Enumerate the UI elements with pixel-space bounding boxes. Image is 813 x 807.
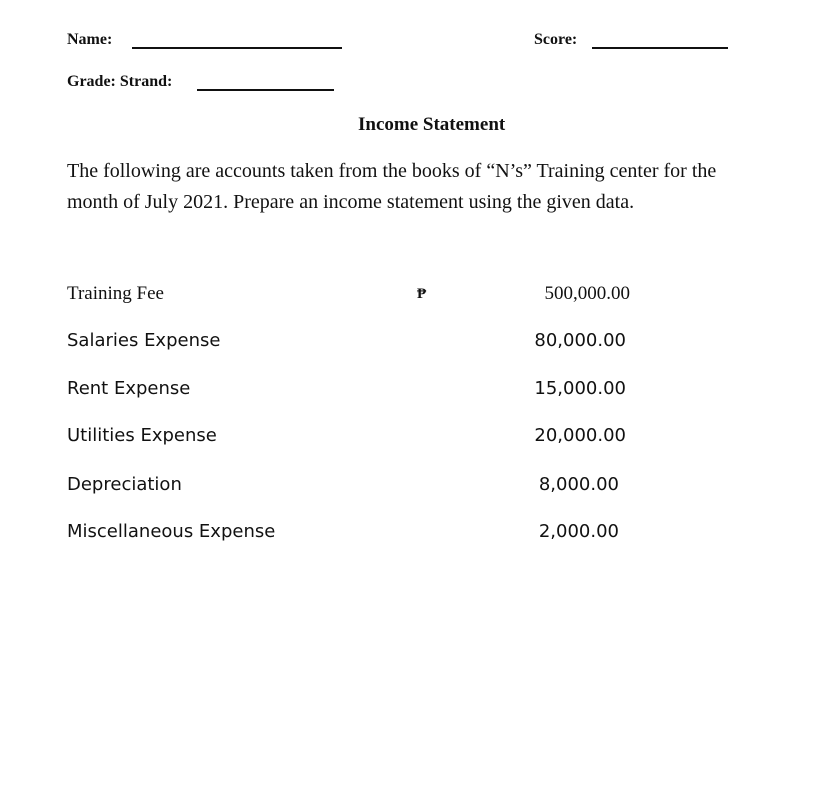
score-label: Score: bbox=[534, 31, 578, 48]
document-title: Income Statement bbox=[358, 114, 506, 135]
account-amount: 500,000.00 bbox=[544, 283, 630, 304]
account-label: Salaries Expense bbox=[67, 330, 221, 351]
account-amount: 15,000.00 bbox=[534, 378, 626, 399]
grade-strand-blank[interactable] bbox=[197, 89, 334, 91]
account-label: Rent Expense bbox=[67, 378, 191, 399]
peso-sign: ₱ bbox=[417, 286, 427, 302]
account-label: Utilities Expense bbox=[67, 425, 217, 446]
account-label: Miscellaneous Expense bbox=[67, 521, 276, 542]
account-amount: 20,000.00 bbox=[534, 425, 626, 446]
intro-paragraph bbox=[67, 156, 807, 218]
account-amount: 2,000.00 bbox=[538, 521, 619, 542]
account-amount: 80,000.00 bbox=[534, 330, 626, 351]
account-amount: 8,000.00 bbox=[538, 474, 619, 495]
intro-line-1: The following are accounts taken from the books of “N’s” Training center for the bbox=[67, 160, 717, 182]
account-label: Training Fee bbox=[67, 283, 164, 304]
score-blank[interactable] bbox=[592, 47, 728, 49]
intro-line-2: month of July 2021. Prepare an income statement using the given data. bbox=[67, 191, 635, 213]
account-label: Depreciation bbox=[67, 474, 182, 495]
grade-strand-label: Grade: Strand: bbox=[67, 73, 173, 90]
name-blank[interactable] bbox=[132, 47, 342, 49]
name-label: Name: bbox=[67, 31, 113, 48]
